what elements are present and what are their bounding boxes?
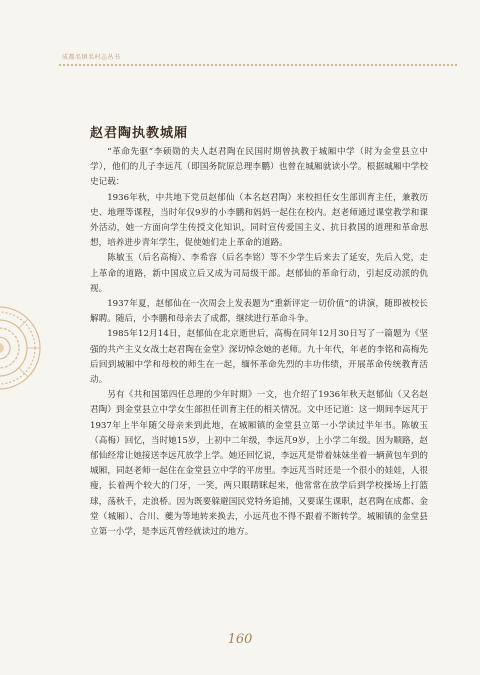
paragraph: 另有《共和国第四任总理的少年时期》一文，也介绍了1936年秋天赵郁仙（又名赵君陶）到金堂县立中学女生部担任训育主任的相关情况。文中还记道：这一期间李远芃于1937年上半年随父母亲来到此地，在城厢镇的金堂县立第一小学读过半年书。陈敏玉（高梅）回忆，当时她15岁，上初中二年级，李远芃9岁，上小学二年级。因为顺路，赵郁仙经常让她接送李远芃放学上学。她还回忆说，李远芃是带着妹妹坐着一辆黄包车到的城厢，同赵老师一起住在金堂县立中学的平房里。李远芃当时还是一个很小的娃娃，人很瘦，长着两个较大的门牙，一笑，两只眼睛眯起来，他常常在放学后到学校操场上打篮球，荡秋千，走浪桥。因为既要躲避国民党特务追捕，又要谋生课职，赵君陶在成都、金堂（城厢）、合川、夔为等地转来换去，小远芃也不得不跟着不断转学。城厢镇的金堂县立第一小学，是李远芃曾经就读过的地方。 [90,390,428,538]
paragraph: 1985年12月14日，赵郁仙在北京逝世后，高梅在同年12月30日写了一篇题为《坚强的共产主义女战士赵君陶在金堂》深切悼念她的老师。九十年代，年老的李铭和高梅先后回到城厢中学和母校的师生在一起，缅怀革命先烈的丰功伟绩，开展革命传统教育活动。 [90,329,428,386]
page-number: 160 [227,632,253,647]
decorative-seal-icon [0,305,42,391]
dotted-rule [58,64,458,66]
article-body [90,145,428,540]
paragraph: “革命先驱”李硕勋的夫人赵君陶在民国时期曾执教于城厢中学（时为金堂县立中学），他们的儿子李远芃（即国务院原总理李鹏）也曾在城厢就读小学。根据城厢中学校史记载： [90,147,428,188]
paragraph: 1937年夏，赵郁仙在一次周会上发表题为“重新评定一切价值”的讲演，随即被校长解聘。随后，小李鹏和母亲去了成都，继续进行革命斗争。 [90,299,428,325]
paragraph: 陈敏玉（后名高梅）、李希容（后名李铭）等不少学生后来去了延安，先后入党，走上革命的道路，新中国成立后又成为司局级干部。赵郁仙的革命行动，引起反动派的仇视。 [90,253,428,294]
paragraph: 1936年秋，中共地下党员赵郁仙（本名赵君陶）来校担任女生部训育主任，兼教历史、地理等课程，当时年仅9岁的小李鹏和妈妈一起住在校内。赵老师通过课堂教学和课外活动，她一方面向学生传授文化知识，同时宣传爱国主义、抗日救国的道理和革命思想，培养进步青年学生，促使她们走上革命的道路。 [90,192,428,249]
running-head: 成都名镇名村志丛书 [62,54,121,61]
article-title: 赵君陶执教城厢 [90,126,189,141]
